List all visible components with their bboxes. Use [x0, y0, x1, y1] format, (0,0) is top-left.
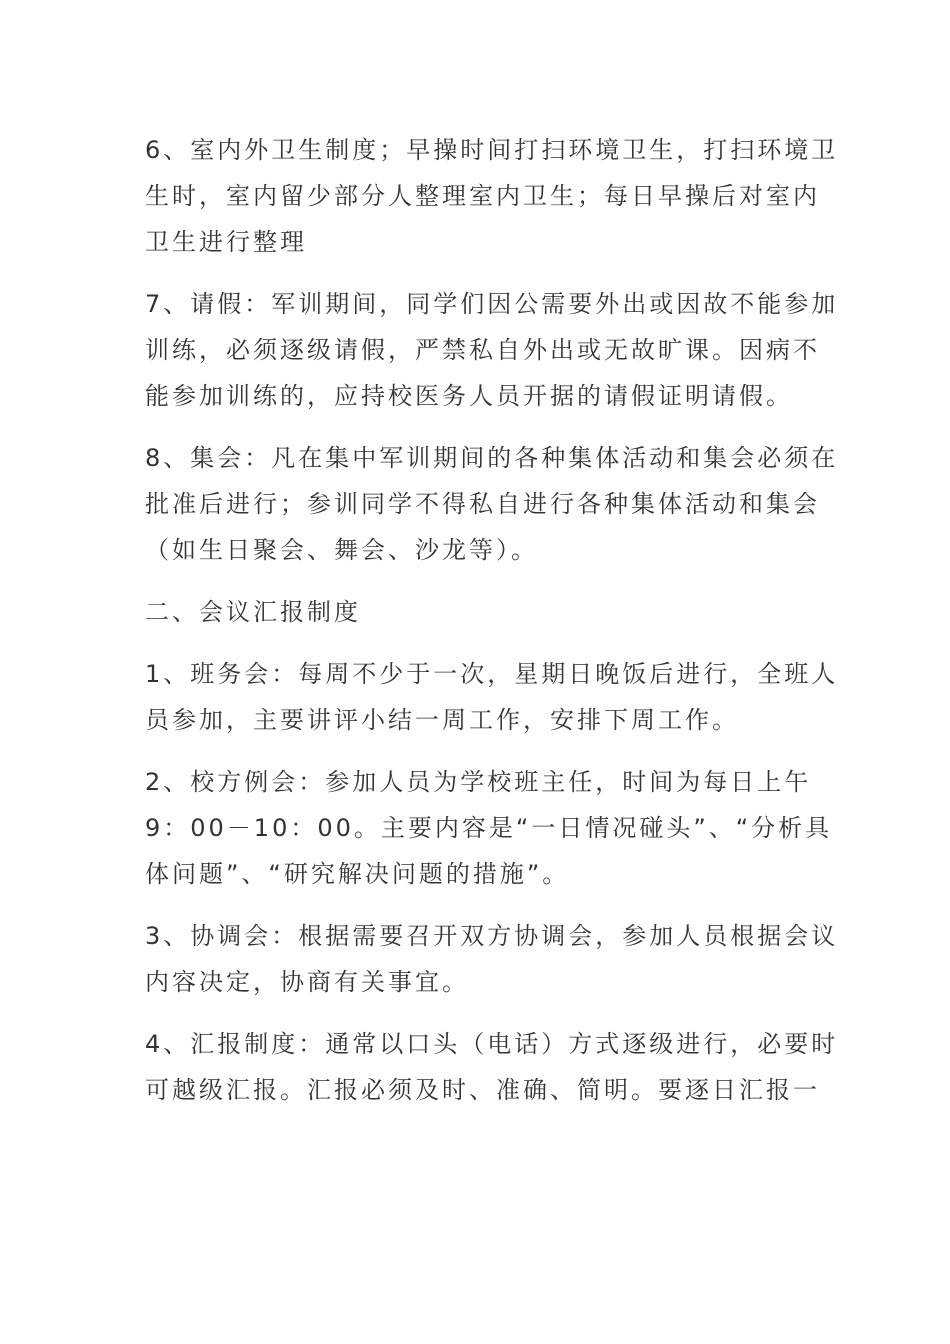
paragraph-item-6 — [145, 127, 839, 265]
text-line: 8、集会：凡在集中军训期间的各种集体活动和集会必须在 — [145, 444, 839, 472]
text-line: 4、汇报制度：通常以口头（电话）方式逐级进行，必要时 — [145, 1030, 839, 1058]
text-line: （如生日聚会、舞会、沙龙等）。 — [145, 536, 538, 564]
paragraph-item-3 — [145, 913, 839, 1005]
text-line: 批准后进行；参训同学不得私自进行各种集体活动和集会 — [145, 490, 820, 518]
document-page — [145, 127, 839, 1129]
section-heading: 二、会议汇报制度 — [145, 598, 361, 626]
paragraph-item-1 — [145, 651, 839, 743]
text-line: 3、协调会：根据需要召开双方协调会，参加人员根据会议 — [145, 922, 839, 950]
text-line: 1、班务会：每周不少于一次，星期日晚饭后进行，全班人 — [145, 660, 839, 688]
text-line: 2、校方例会：参加人员为学校班主任，时间为每日上午 — [145, 768, 812, 796]
paragraph-item-7 — [145, 281, 839, 419]
text-line: 员参加，主要讲评小结一周工作，安排下周工作。 — [145, 706, 739, 734]
text-line: 卫生进行整理 — [145, 228, 307, 256]
paragraph-item-2 — [145, 759, 833, 897]
text-line: 可越级汇报。汇报必须及时、准确、简明。要逐日汇报一 — [145, 1076, 820, 1104]
text-line: 训练，必须逐级请假，严禁私自外出或无故旷课。因病不 — [145, 336, 820, 364]
text-line: 9：00－10：00。主要内容是“一日情况碰头”、“分析具 — [145, 814, 833, 842]
paragraph-item-4 — [145, 1021, 839, 1113]
text-line: 6、室内外卫生制度；早操时间打扫环境卫生，打扫环境卫 — [145, 136, 839, 164]
text-line: 内容决定，协商有关事宜。 — [145, 968, 469, 996]
text-line: 体问题”、“研究解决问题的措施”。 — [145, 860, 570, 888]
text-line: 7、请假：军训期间，同学们因公需要外出或因故不能参加 — [145, 290, 839, 318]
text-line: 能参加训练的，应持校医务人员开据的请假证明请假。 — [145, 382, 793, 410]
paragraph-item-8 — [145, 435, 839, 573]
text-line: 生时，室内留少部分人整理室内卫生；每日早操后对室内 — [145, 182, 820, 210]
